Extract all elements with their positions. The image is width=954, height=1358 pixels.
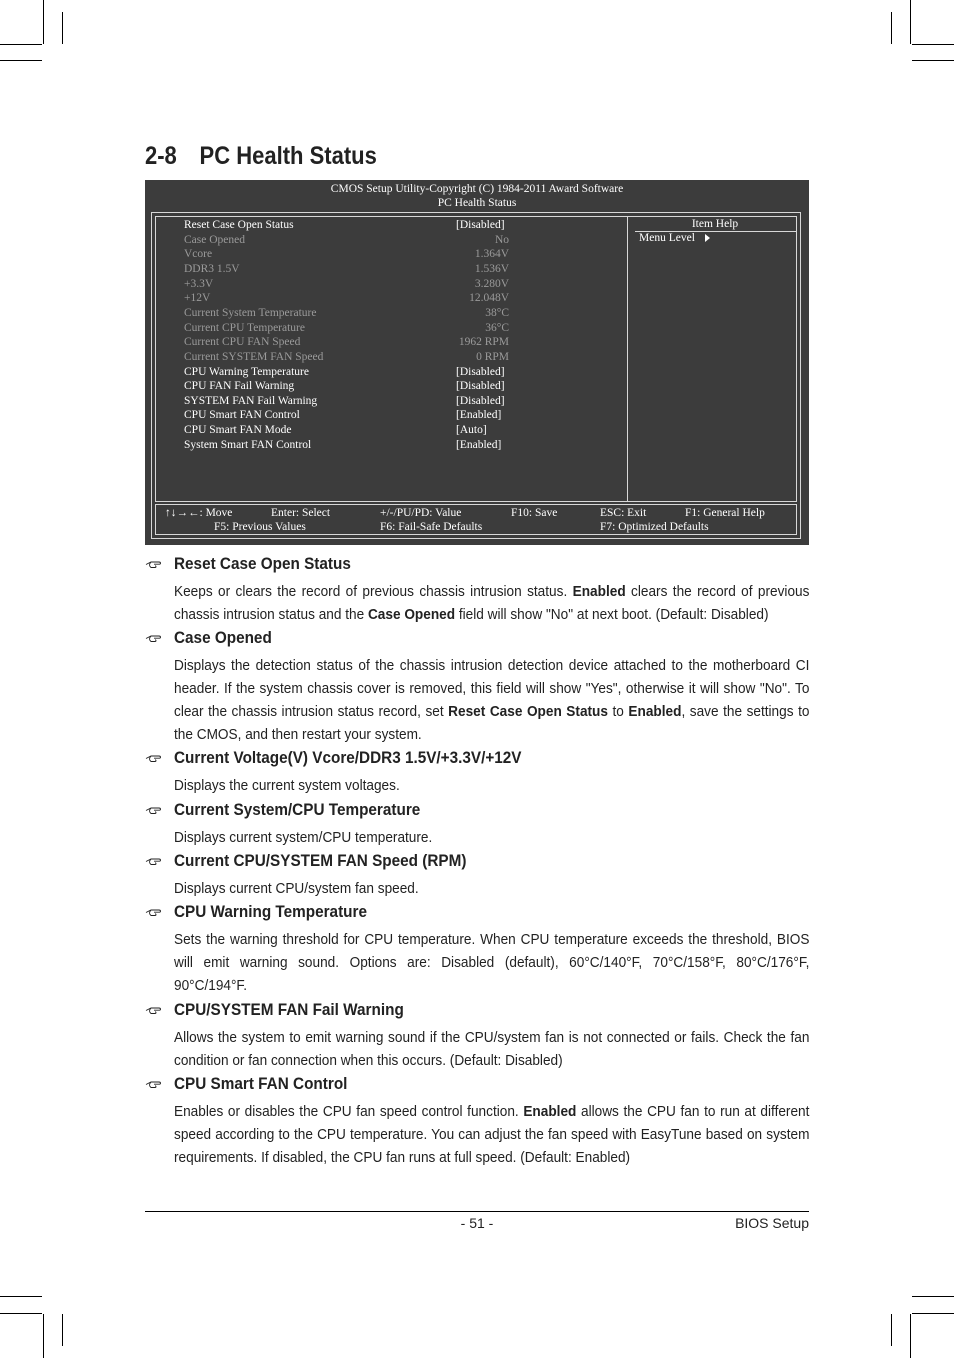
menu-level-label: Menu Level (639, 232, 695, 244)
bios-item-value: 1962 RPM (458, 336, 509, 349)
crop-mark (43, 1314, 44, 1358)
bios-item-value: 0 RPM (476, 350, 509, 363)
section-title: CPU/SYSTEM FAN Fail Warning (174, 1000, 404, 1019)
bios-item-value[interactable]: [Auto] (456, 424, 487, 437)
body-text-run: to (607, 704, 629, 720)
bios-item-label: DDR3 1.5V (184, 262, 240, 275)
bios-item-value[interactable]: [Enabled] (456, 438, 502, 451)
crop-mark (891, 12, 892, 44)
section-body (174, 878, 809, 901)
pointing-hand-icon (145, 754, 161, 763)
bios-item-label[interactable]: CPU Smart FAN Mode (184, 424, 292, 437)
body-text-run: Allows the system to emit warning sound if the CPU/system fan is not connected or fails. Check the fan condition or fan connection when this occurs. (Default: Disabled) (174, 1030, 810, 1069)
bios-item-value[interactable]: [Disabled] (456, 380, 505, 393)
bios-item-label: Case Opened (184, 233, 245, 246)
bios-item-value: 1.536V (474, 262, 509, 275)
crop-mark (891, 1314, 892, 1346)
body-text-run: Displays the current system voltages. (174, 778, 400, 794)
footer-f7: F7: Optimized Defaults (600, 521, 709, 533)
bios-item-label: Current System Temperature (184, 306, 317, 319)
body-text-run: Keeps or clears the record of previous chassis intrusion status. (174, 584, 573, 600)
pointing-hand-icon (145, 908, 161, 917)
footer-esc: ESC: Exit (600, 507, 647, 519)
body-text-run: Sets the warning threshold for CPU temperature. When CPU temperature exceeds the threshold, BIOS will emit warning sound. Options are: Disabled (default), 60°C/140°F, 70°C/158°F, 80°C/176°F, 90°C/194°F. (174, 932, 810, 994)
crop-mark (912, 44, 954, 45)
bios-item-label[interactable]: CPU Warning Temperature (184, 365, 309, 378)
emphasis: Case Opened (367, 607, 456, 623)
pointing-hand-icon (145, 560, 161, 569)
body-text-run: , save the settings to the CMOS, and then restart your system. (174, 704, 810, 743)
body-text-run: Displays the detection status of the chassis intrusion detection device attached to the motherboard CI header. If the system chassis cover is removed, this field will show "Yes", otherwise it will show "No". To clear the chassis intrusion status record, set (174, 658, 810, 720)
section-body (174, 581, 809, 627)
section-body (174, 655, 809, 747)
bios-item-value: 12.048V (469, 292, 509, 305)
body-text-run: clears the record of previous chassis intrusion status and the (174, 584, 810, 623)
item-help-title: Item Help (691, 218, 739, 230)
body-text-run: field will show "No" at next boot. (Default: Disabled) (455, 607, 769, 623)
section-body (174, 1027, 809, 1073)
bios-item-value[interactable]: [Disabled] (456, 394, 505, 407)
page-number: - 51 - (460, 1215, 494, 1231)
bios-item-label[interactable]: CPU Smart FAN Control (184, 409, 300, 422)
pointing-hand-icon (145, 1006, 161, 1015)
bios-item-label[interactable]: SYSTEM FAN Fail Warning (184, 394, 318, 407)
bios-item-value: 38°C (485, 306, 509, 319)
emphasis: Reset Case Open Status (448, 704, 608, 720)
bios-item-value: 36°C (485, 321, 509, 334)
bios-item-value[interactable]: [Disabled] (456, 365, 505, 378)
bios-item-label[interactable]: System Smart FAN Control (184, 438, 312, 451)
emphasis: Enabled (572, 584, 626, 600)
bios-item-label: Current CPU FAN Speed (184, 336, 301, 349)
body-text-run: Displays current system/CPU temperature. (174, 830, 433, 846)
emphasis: Enabled (628, 704, 682, 720)
bios-item-label: Current CPU Temperature (184, 321, 305, 334)
section-title: CPU Smart FAN Control (174, 1074, 348, 1093)
bios-header-page: PC Health Status (437, 197, 517, 209)
chapter-name: BIOS Setup (735, 1215, 809, 1231)
section-number: 2-8 (145, 142, 177, 170)
bios-item-value: 3.280V (474, 277, 509, 290)
footer-f1: F1: General Help (685, 507, 765, 519)
footer-value: +/-/PU/PD: Value (380, 507, 462, 519)
body-text-run: Displays current CPU/system fan speed. (174, 881, 419, 897)
bios-screen (145, 180, 809, 545)
bios-item-label: Current SYSTEM FAN Speed (184, 350, 324, 363)
bios-item-label[interactable]: Reset Case Open Status (184, 219, 294, 231)
section-body (174, 929, 809, 998)
footer-rule (145, 1211, 809, 1212)
pointing-hand-icon (145, 806, 161, 815)
section-title: Case Opened (174, 628, 272, 647)
bios-item-value: No (494, 233, 509, 246)
bios-item-label[interactable]: CPU FAN Fail Warning (184, 380, 295, 393)
crop-mark (43, 0, 44, 44)
section-body (174, 827, 809, 850)
section-body (174, 1101, 809, 1170)
section-title: Current System/CPU Temperature (174, 800, 421, 819)
section-title: PC Health Status (199, 142, 377, 170)
crop-mark (0, 44, 42, 45)
bios-item-value: 1.364V (474, 248, 509, 261)
crop-mark (912, 60, 954, 61)
page-title (145, 142, 377, 171)
bios-header-copyright: CMOS Setup Utility-Copyright (C) 1984-2011 Award Software (330, 183, 624, 195)
bios-header (145, 182, 809, 210)
arrow-right-icon (705, 234, 710, 242)
crop-mark (912, 1296, 954, 1297)
bios-divider (627, 216, 628, 502)
crop-mark (0, 60, 42, 61)
crop-mark (910, 0, 911, 44)
menu-level (639, 231, 710, 245)
section-title: Current Voltage(V) Vcore/DDR3 1.5V/+3.3V/+12V (174, 748, 522, 767)
section-title: CPU Warning Temperature (174, 902, 367, 921)
footer-move: ↑↓→←: Move (165, 507, 233, 519)
bios-item-label: Vcore (184, 248, 213, 261)
footer-enter: Enter: Select (271, 507, 331, 519)
footer-f5: F5: Previous Values (214, 521, 306, 533)
section-title: Current CPU/SYSTEM FAN Speed (RPM) (174, 851, 467, 870)
emphasis: Enabled (523, 1104, 577, 1120)
bios-item-label: +3.3V (184, 277, 214, 290)
section-body (174, 775, 809, 798)
pointing-hand-icon (145, 634, 161, 643)
body-text-run: allows the CPU fan to run at different speed according to the CPU temperature. You can adjust the fan speed with EasyTune based on system requirements. If disabled, the CPU fan runs at full speed. (Default: Enabled) (174, 1104, 810, 1166)
bios-item-label: +12V (184, 292, 211, 305)
section-title: Reset Case Open Status (174, 554, 351, 573)
bios-item-value[interactable]: [Disabled] (456, 219, 505, 231)
crop-mark (0, 1296, 42, 1297)
crop-mark (62, 1314, 63, 1346)
footer-f10: F10: Save (511, 507, 558, 519)
body-text-run: Enables or disables the CPU fan speed control function. (174, 1104, 524, 1120)
crop-mark (62, 12, 63, 44)
crop-mark (910, 1314, 911, 1358)
bios-item-value[interactable]: [Enabled] (456, 409, 502, 422)
footer-f6: F6: Fail-Safe Defaults (380, 521, 483, 533)
crop-mark (912, 1313, 954, 1314)
pointing-hand-icon (145, 857, 161, 866)
crop-mark (0, 1313, 42, 1314)
pointing-hand-icon (145, 1080, 161, 1089)
